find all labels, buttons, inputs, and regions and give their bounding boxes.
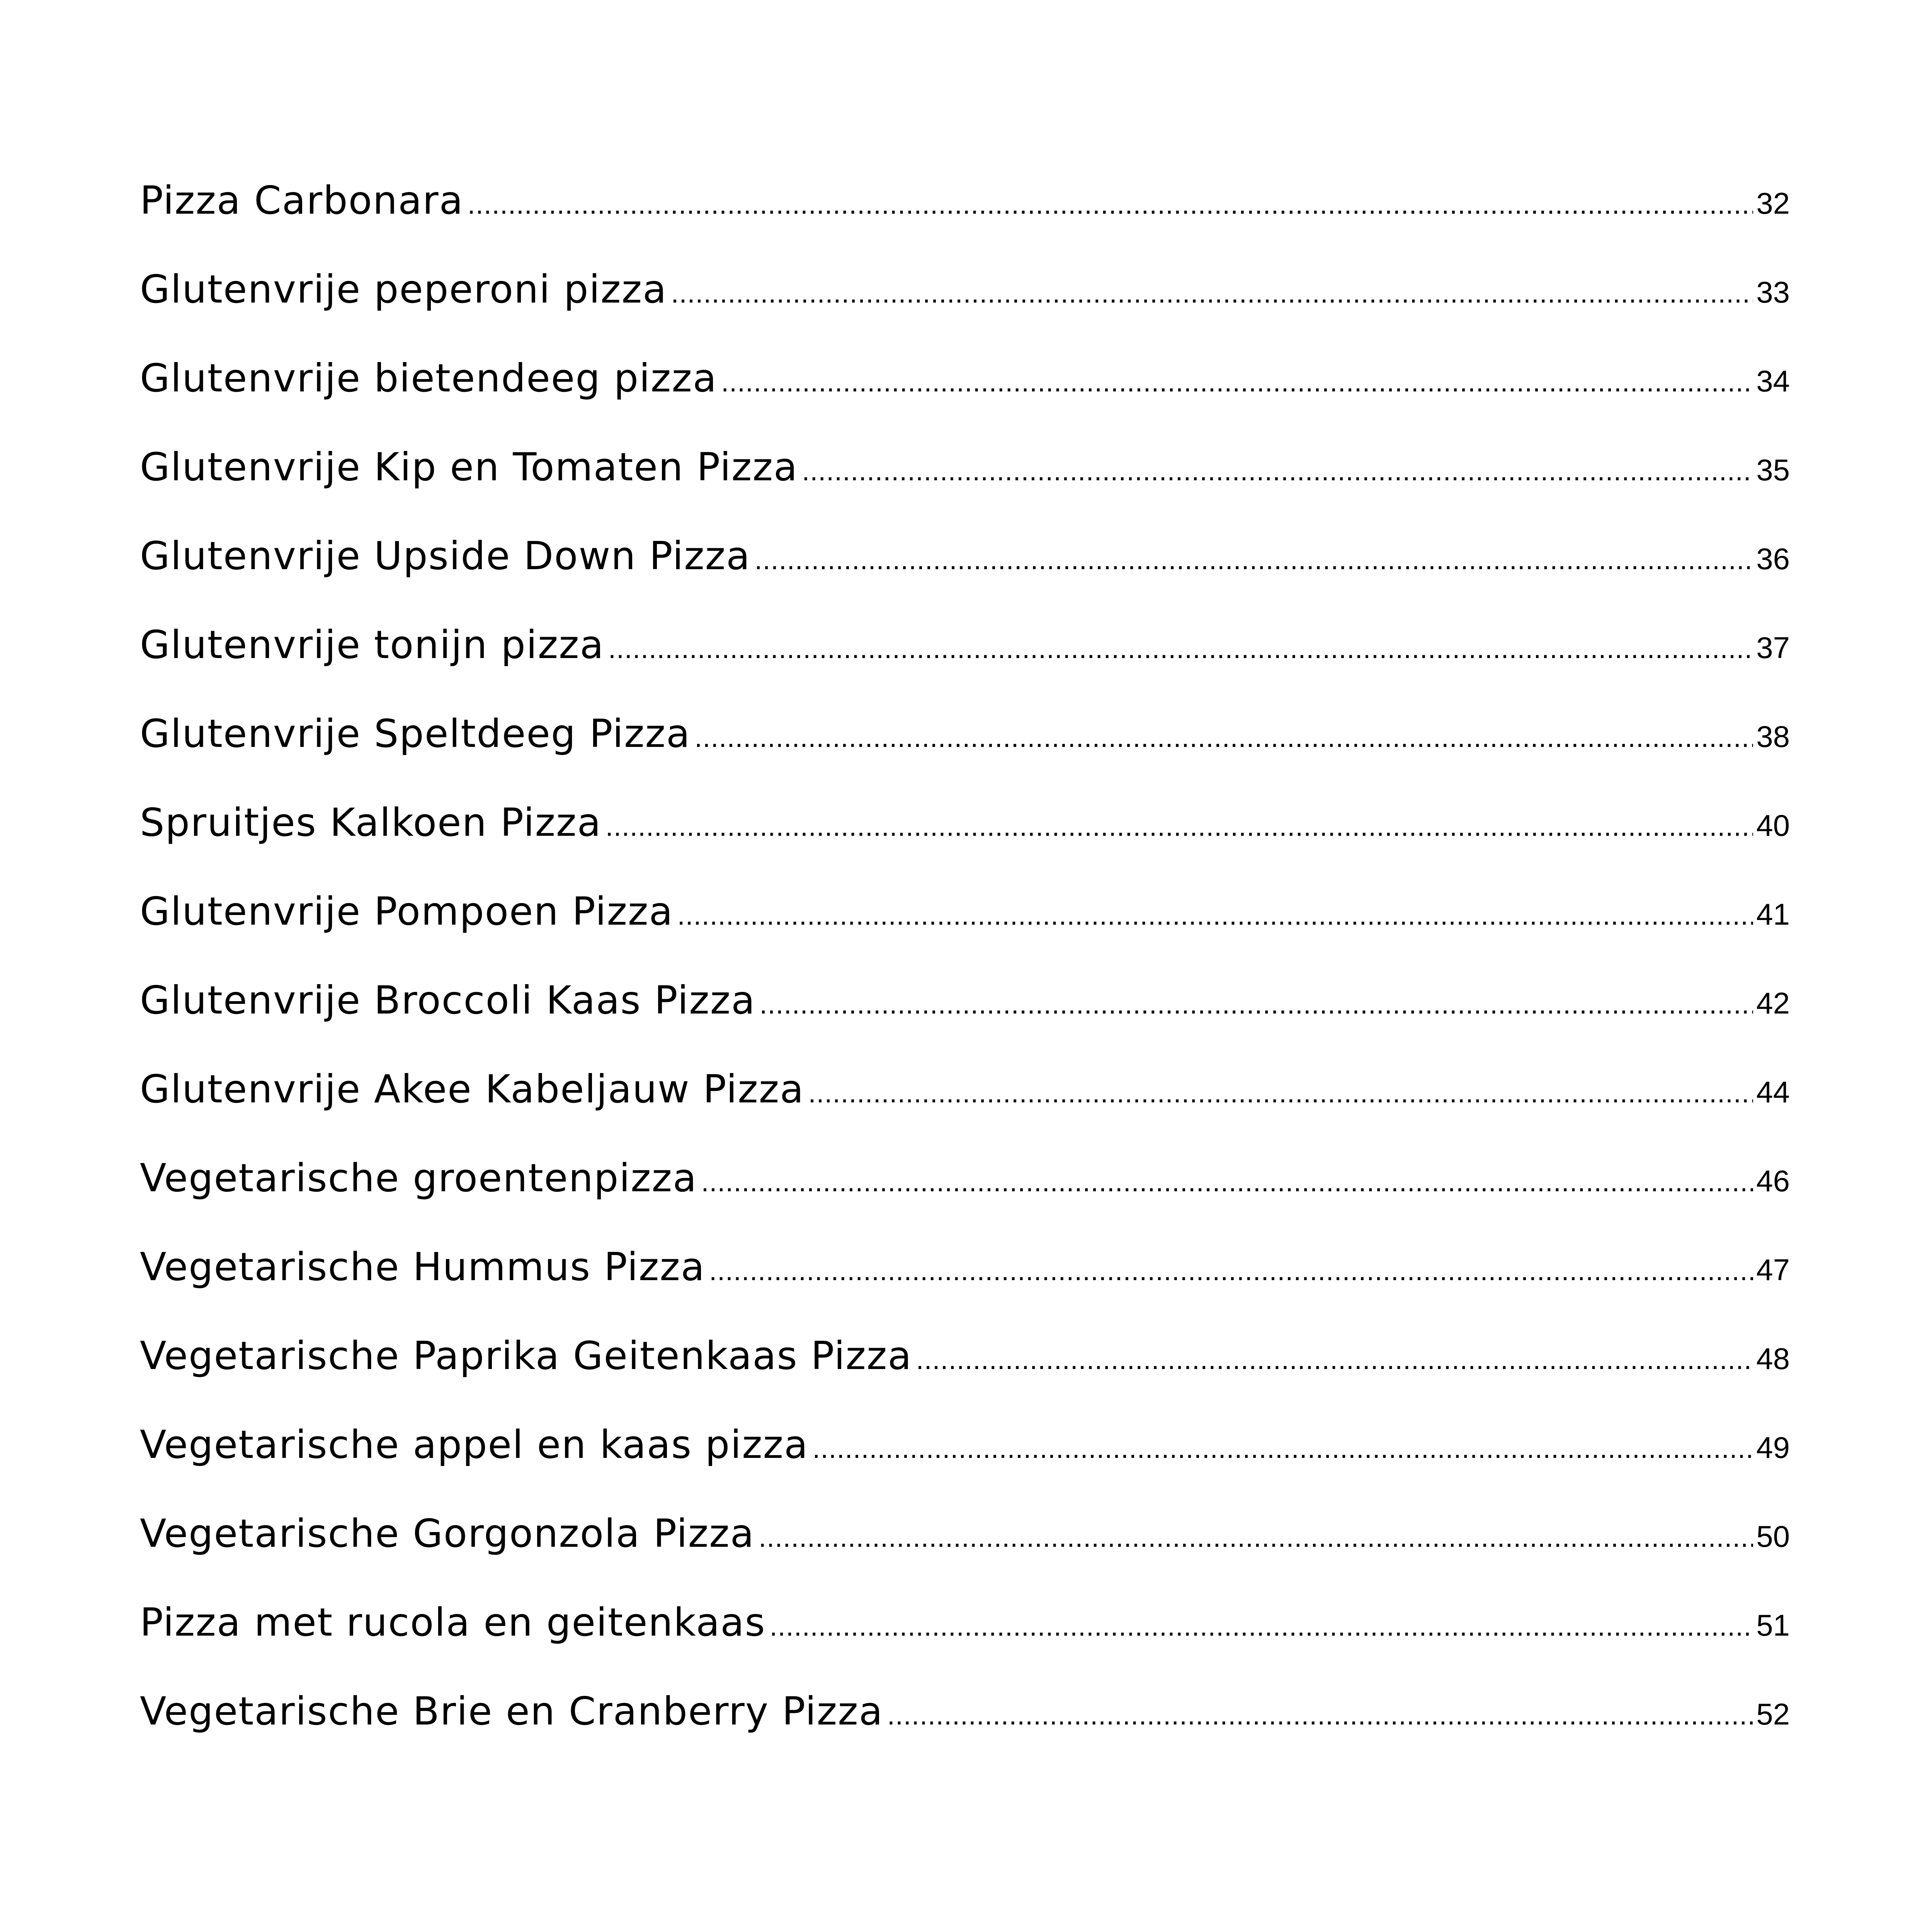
toc-entry[interactable] xyxy=(140,1422,1790,1511)
dot-leader xyxy=(605,811,1753,842)
toc-entry-page: 38 xyxy=(1756,719,1790,753)
dot-leader xyxy=(887,1699,1753,1731)
dot-leader xyxy=(709,1255,1753,1287)
toc-entry-page: 42 xyxy=(1756,986,1790,1020)
dot-leader xyxy=(755,544,1753,576)
toc-entry[interactable] xyxy=(140,711,1790,800)
toc-entry-page: 35 xyxy=(1756,453,1790,487)
toc-entry-title: Glutenvrije Broccoli Kaas Pizza xyxy=(140,978,756,1023)
toc-entry[interactable] xyxy=(140,1066,1790,1155)
toc-entry-title: Glutenvrije peperoni pizza xyxy=(140,267,667,312)
toc-entry[interactable] xyxy=(140,444,1790,533)
toc-entry-page: 32 xyxy=(1756,186,1790,220)
toc-entry-page: 36 xyxy=(1756,542,1790,576)
toc-entry-page: 47 xyxy=(1756,1253,1790,1287)
toc-entry-page: 52 xyxy=(1756,1697,1790,1731)
dot-leader xyxy=(468,189,1753,220)
toc-entry[interactable] xyxy=(140,1689,1790,1777)
table-of-contents xyxy=(140,178,1790,1777)
toc-entry-title: Glutenvrije Speltdeeg Pizza xyxy=(140,711,691,756)
toc-entry-page: 34 xyxy=(1756,364,1790,398)
toc-entry-title: Vegetarische Paprika Geitenkaas Pizza xyxy=(140,1333,912,1378)
toc-entry-page: 48 xyxy=(1756,1342,1790,1376)
toc-entry-title: Spruitjes Kalkoen Pizza xyxy=(140,800,602,845)
toc-entry-title: Vegetarische Gorgonzola Pizza xyxy=(140,1511,755,1556)
toc-entry-title: Glutenvrije Kip en Tomaten Pizza xyxy=(140,444,798,490)
toc-entry-page: 46 xyxy=(1756,1164,1790,1198)
toc-entry[interactable] xyxy=(140,1155,1790,1244)
toc-entry-page: 49 xyxy=(1756,1430,1790,1464)
toc-entry-title: Vegetarische Brie en Cranberry Pizza xyxy=(140,1689,884,1734)
dot-leader xyxy=(701,1166,1753,1198)
toc-entry[interactable] xyxy=(140,978,1790,1066)
toc-entry-title: Vegetarische appel en kaas pizza xyxy=(140,1422,809,1467)
dot-leader xyxy=(802,455,1753,487)
dot-leader xyxy=(671,277,1753,309)
toc-entry-page: 33 xyxy=(1756,275,1790,309)
dot-leader xyxy=(760,988,1753,1020)
dot-leader xyxy=(916,1344,1753,1376)
toc-entry[interactable] xyxy=(140,1600,1790,1689)
toc-entry[interactable] xyxy=(140,889,1790,978)
toc-entry-page: 41 xyxy=(1756,897,1790,931)
toc-entry-page: 50 xyxy=(1756,1519,1790,1553)
toc-entry[interactable] xyxy=(140,355,1790,444)
toc-entry[interactable] xyxy=(140,1244,1790,1333)
dot-leader xyxy=(694,722,1753,753)
toc-entry[interactable] xyxy=(140,533,1790,622)
toc-entry-page: 44 xyxy=(1756,1075,1790,1109)
toc-entry[interactable] xyxy=(140,1511,1790,1600)
dot-leader xyxy=(721,366,1753,398)
toc-entry[interactable] xyxy=(140,1333,1790,1422)
toc-entry-title: Pizza met rucola en geitenkaas xyxy=(140,1600,766,1645)
dot-leader xyxy=(808,1077,1753,1109)
dot-leader xyxy=(608,633,1753,665)
toc-entry-page: 40 xyxy=(1756,808,1790,842)
dot-leader xyxy=(677,900,1753,931)
toc-entry-title: Glutenvrije Pompoen Pizza xyxy=(140,889,673,934)
dot-leader xyxy=(759,1522,1753,1553)
dot-leader xyxy=(812,1433,1753,1464)
toc-entry-page: 51 xyxy=(1756,1608,1790,1642)
toc-entry[interactable] xyxy=(140,800,1790,889)
toc-entry-title: Glutenvrije bietendeeg pizza xyxy=(140,355,718,401)
toc-entry[interactable] xyxy=(140,267,1790,355)
toc-entry[interactable] xyxy=(140,178,1790,267)
toc-entry-title: Glutenvrije Akee Kabeljauw Pizza xyxy=(140,1066,804,1112)
dot-leader xyxy=(770,1611,1753,1642)
toc-entry-title: Vegetarische groentenpizza xyxy=(140,1155,697,1201)
toc-entry-page: 37 xyxy=(1756,631,1790,665)
toc-entry-title: Glutenvrije tonijn pizza xyxy=(140,622,604,667)
toc-entry-title: Vegetarische Hummus Pizza xyxy=(140,1244,706,1289)
toc-entry[interactable] xyxy=(140,622,1790,711)
toc-entry-title: Glutenvrije Upside Down Pizza xyxy=(140,533,751,578)
toc-entry-title: Pizza Carbonara xyxy=(140,178,464,223)
